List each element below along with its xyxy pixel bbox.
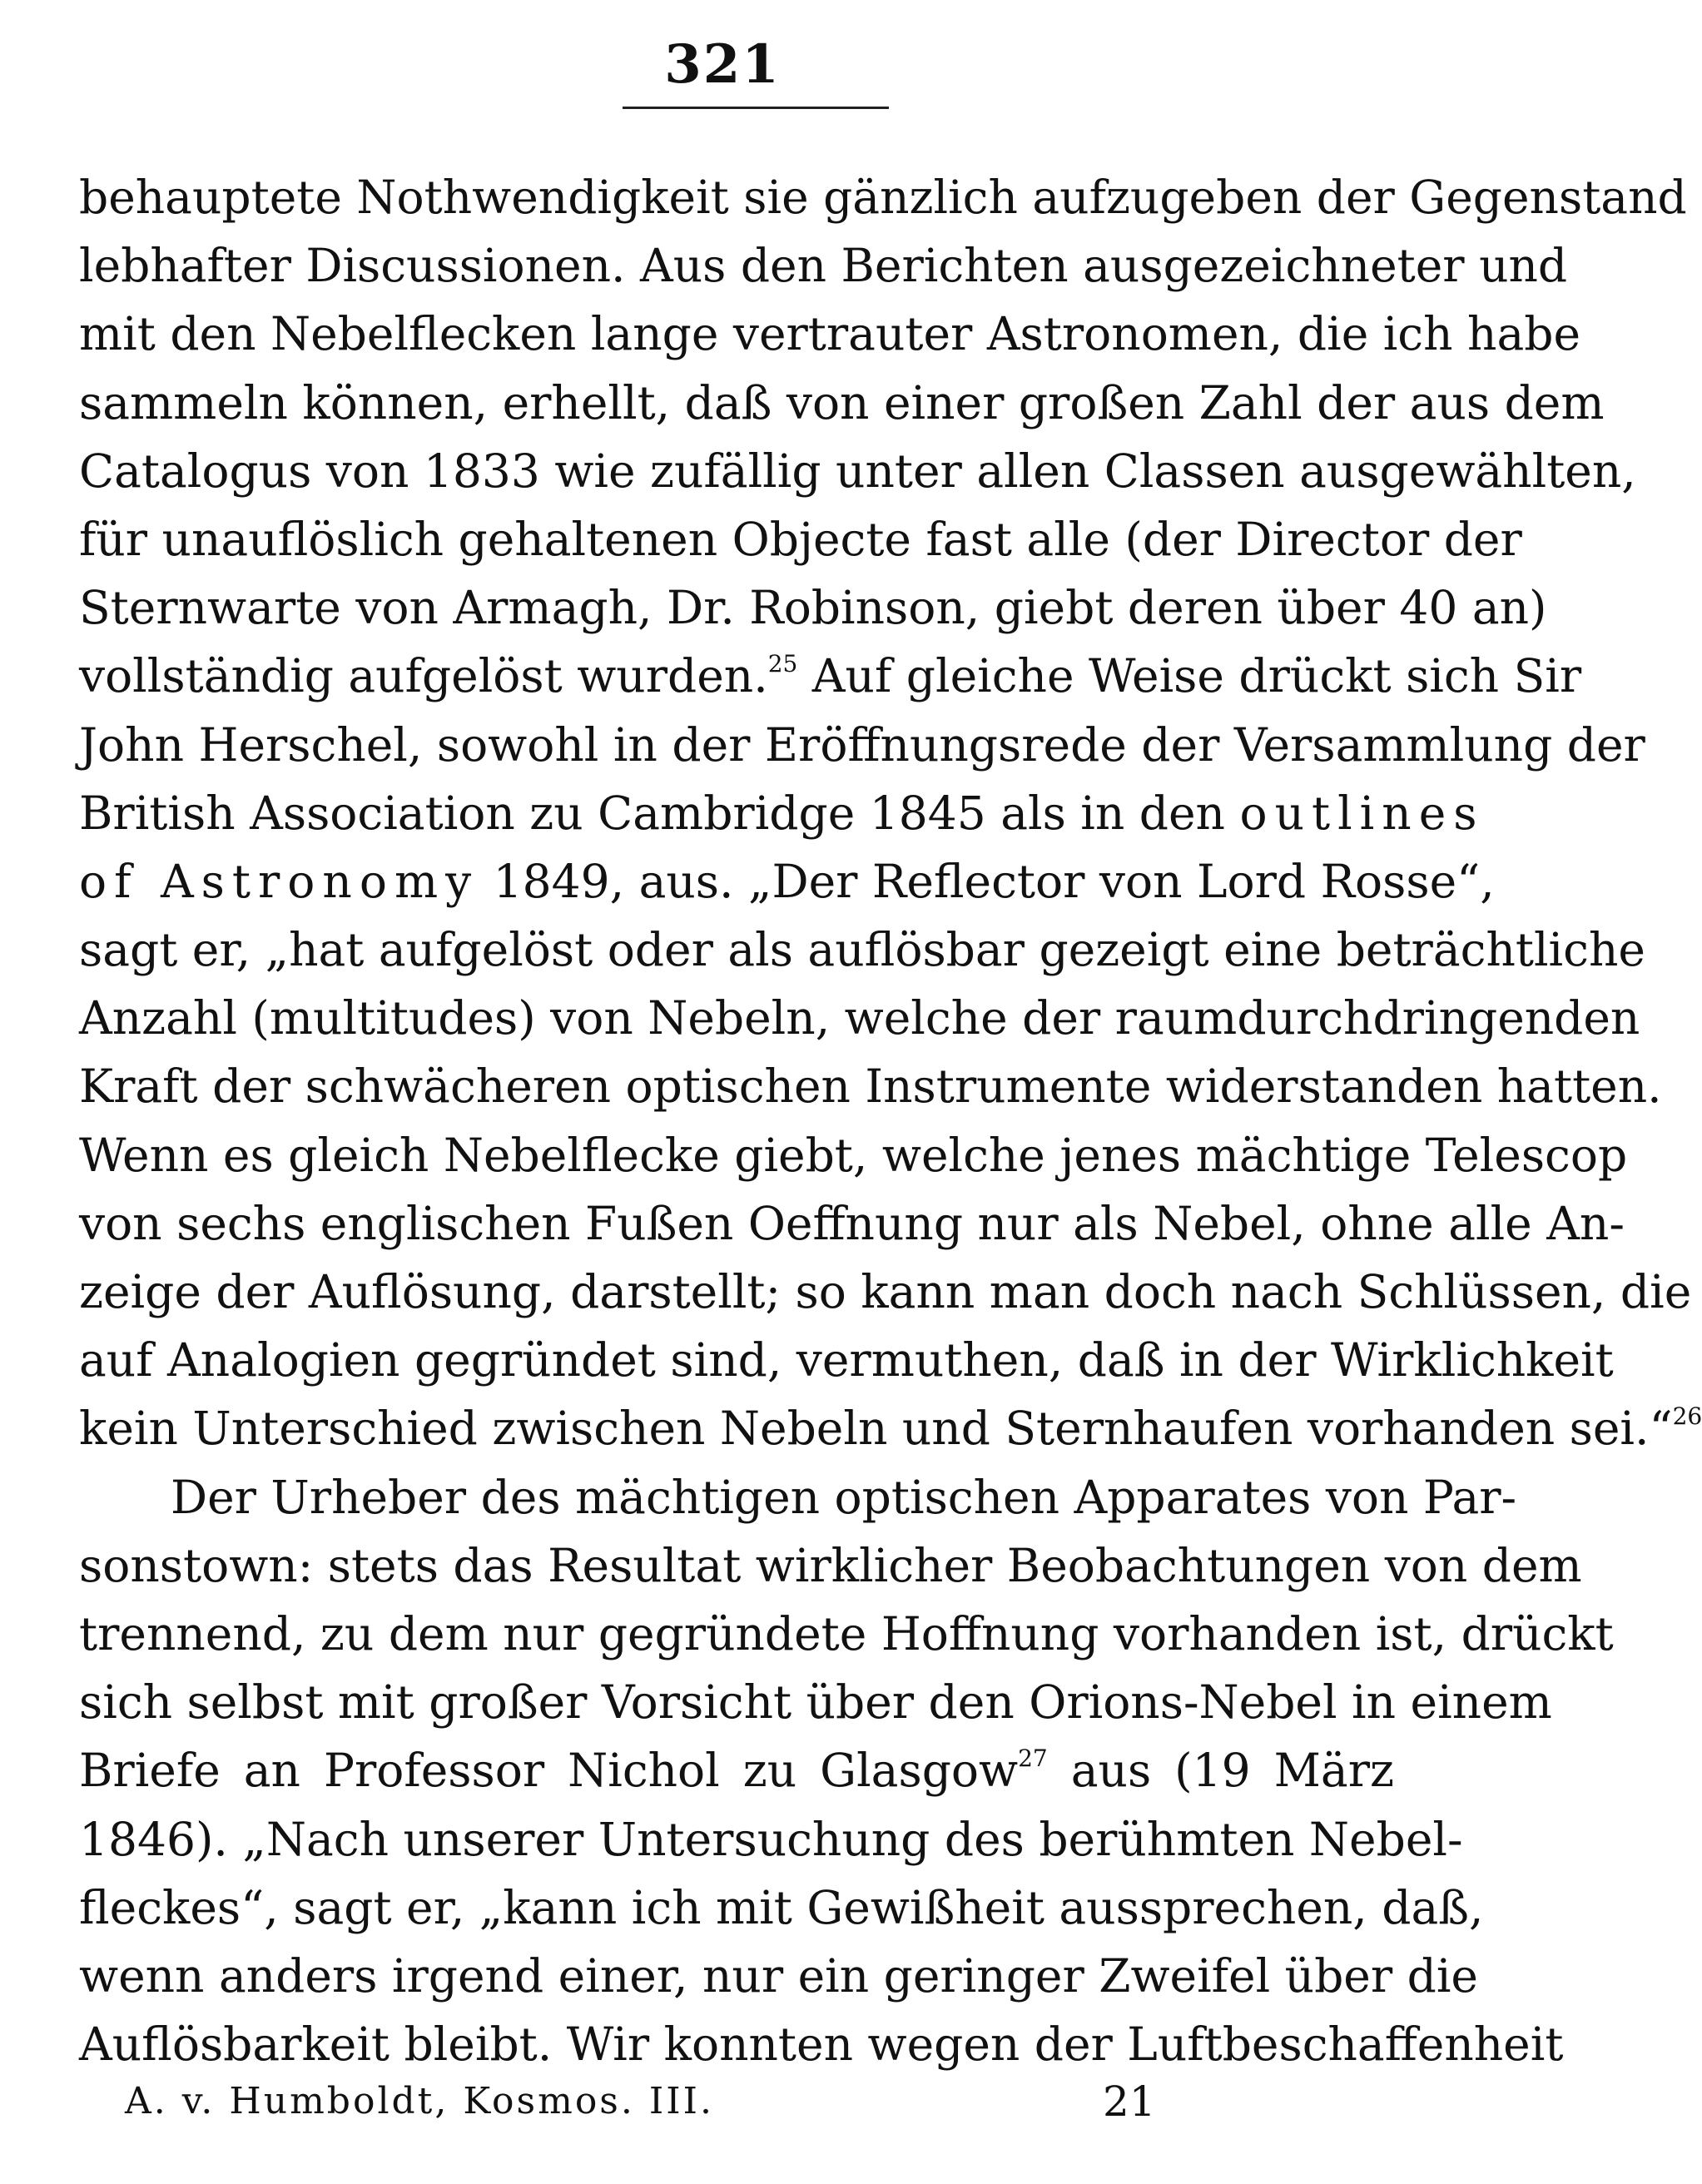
line-text: aus (19 März bbox=[1047, 1744, 1394, 1798]
line-text: von sechs englischen Fußen Oeffnung nur als Nebel, ohne alle An- bbox=[79, 1196, 1625, 1250]
line-text: sagt er, „hat aufgelöst oder als auflösbar gezeigt eine beträchtliche bbox=[79, 923, 1645, 977]
page-footer bbox=[125, 2072, 1157, 2131]
text-line bbox=[79, 1805, 1463, 1874]
line-text: 1849, aus. „Der Reflector von Lord Rosse“, bbox=[479, 854, 1495, 908]
text-line bbox=[79, 573, 1547, 642]
text-line bbox=[79, 1121, 1628, 1189]
text-line bbox=[79, 1736, 1394, 1804]
text-line bbox=[79, 505, 1522, 573]
sheet-number: 21 bbox=[1103, 2077, 1156, 2126]
text-line bbox=[79, 163, 1687, 231]
text-line bbox=[79, 1531, 1582, 1600]
line-text: lebhafter Discussionen. Aus den Berichten ausgezeichneter und bbox=[79, 239, 1568, 293]
line-text: sonstown: stets das Resultat wirklicher Beobachtungen von dem bbox=[79, 1538, 1582, 1592]
text-line bbox=[79, 231, 1568, 300]
line-text: Auf gleiche Weise drückt sich Sir bbox=[797, 649, 1582, 703]
text-line bbox=[79, 711, 1645, 779]
line-text: Catalogus von 1833 wie zufällig unter allen Classen ausgewählten, bbox=[79, 444, 1636, 498]
line-text: Sternwarte von Armagh, Dr. Robinson, giebt deren über 40 an) bbox=[79, 581, 1547, 635]
text-line bbox=[79, 779, 1485, 847]
line-text: 1846). „Nach unserer Untersuchung des berühmten Nebel- bbox=[79, 1812, 1463, 1866]
line-text: British Association zu Cambridge 1845 als in den bbox=[79, 786, 1240, 840]
text-line bbox=[79, 1600, 1614, 1668]
spaced-text: of Astronomy bbox=[79, 854, 479, 908]
line-text: Der Urheber des mächtigen optischen Apparates von Par- bbox=[171, 1470, 1517, 1524]
body-text bbox=[79, 163, 1702, 2078]
text-line bbox=[79, 300, 1580, 368]
line-text: auf Analogien gegründet sind, vermuthen, daß in der Wirklichkeit bbox=[79, 1333, 1614, 1387]
text-line bbox=[79, 642, 1582, 710]
text-line bbox=[79, 847, 1495, 916]
line-text: Kraft der schwächeren optischen Instrumente widerstanden hatten. bbox=[79, 1060, 1662, 1114]
line-text: sich selbst mit großer Vorsicht über den Orions-Nebel in einem bbox=[79, 1675, 1552, 1730]
text-line bbox=[79, 1326, 1614, 1394]
footer-signature: A. v. Humboldt, Kosmos. III. bbox=[125, 2080, 714, 2122]
line-text: fleckes“, sagt er, „kann ich mit Gewißheit aussprechen, daß, bbox=[79, 1880, 1484, 1934]
text-line bbox=[79, 369, 1605, 437]
text-line bbox=[79, 1052, 1662, 1120]
line-text: John Herschel, sowohl in der Eröffnungsrede der Versammlung der bbox=[79, 717, 1645, 772]
line-text: für unauflöslich gehaltenen Objecte fast alle (der Director der bbox=[79, 512, 1522, 566]
footnote-marker: 26 bbox=[1672, 1402, 1702, 1431]
text-line bbox=[79, 1463, 1517, 1531]
footnote-marker: 25 bbox=[767, 650, 798, 678]
line-text: vollständig aufgelöst wurden. bbox=[79, 649, 768, 703]
text-line bbox=[79, 1874, 1484, 1942]
line-text: Auflösbarkeit bleibt. Wir konnten wegen der Luftbeschaffenheit bbox=[79, 2018, 1564, 2072]
line-text: trennend, zu dem nur gegründete Hoffnung vorhanden ist, drückt bbox=[79, 1606, 1614, 1660]
header-rule bbox=[623, 107, 889, 109]
line-text: wenn anders irgend einer, nur ein geringer Zweifel über die bbox=[79, 1948, 1478, 2003]
text-line bbox=[79, 1258, 1692, 1326]
line-text: kein Unterschied zwischen Nebeln und Sternhaufen vorhanden sei.“ bbox=[79, 1402, 1673, 1456]
line-text: sammeln können, erhellt, daß von einer großen Zahl der aus dem bbox=[79, 375, 1605, 429]
line-text: zeige der Auflösung, darstellt; so kann man doch nach Schlüssen, die bbox=[79, 1265, 1692, 1318]
line-text: mit den Nebelflecken lange vertrauter Astronomen, die ich habe bbox=[79, 307, 1580, 361]
text-line bbox=[79, 2010, 1564, 2078]
line-text: behauptete Nothwendigkeit sie gänzlich aufzugeben der Gegenstand bbox=[79, 171, 1687, 224]
line-text: Wenn es gleich Nebelflecke giebt, welche jenes mächtige Telescop bbox=[79, 1128, 1628, 1182]
text-line bbox=[79, 1394, 1702, 1462]
page-number: 321 bbox=[664, 33, 781, 96]
text-line bbox=[79, 1189, 1625, 1258]
text-line bbox=[79, 916, 1645, 984]
line-text: Briefe an Professor Nichol zu Glasgow bbox=[79, 1744, 1019, 1798]
text-line bbox=[79, 1668, 1552, 1736]
text-line bbox=[79, 984, 1640, 1052]
text-line bbox=[79, 1942, 1478, 2010]
text-line bbox=[79, 437, 1636, 505]
line-text: Anzahl (multitudes) von Nebeln, welche der raumdurchdringenden bbox=[79, 991, 1640, 1045]
spaced-text: outlines bbox=[1239, 786, 1485, 840]
footnote-marker: 27 bbox=[1018, 1745, 1048, 1773]
